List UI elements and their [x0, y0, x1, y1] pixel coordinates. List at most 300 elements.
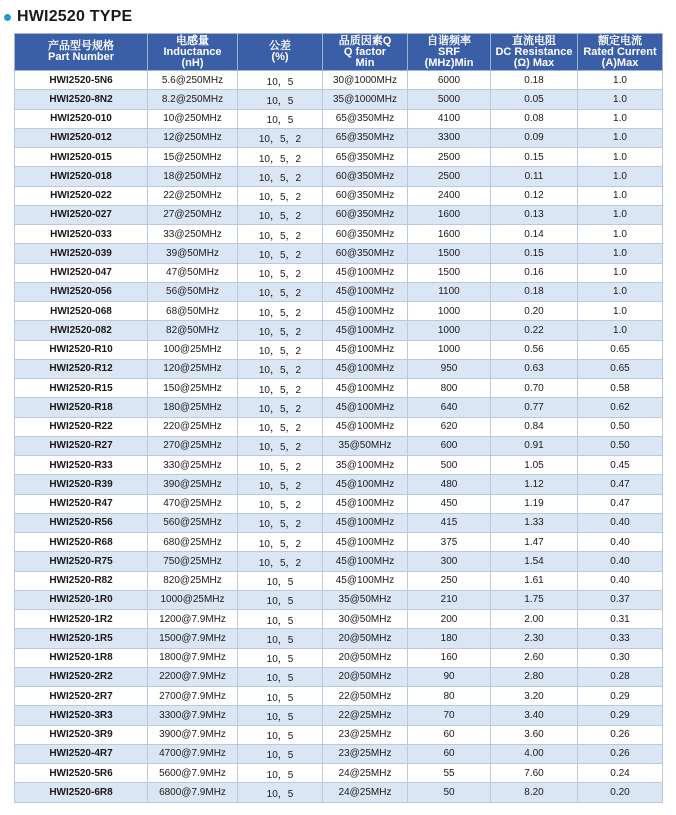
rated-current-cell: 0.30: [578, 648, 663, 667]
part-number-cell: HWI2520-3R3: [15, 706, 148, 725]
srf-cell: 250: [408, 571, 491, 590]
part-number-cell: HWI2520-2R7: [15, 687, 148, 706]
rated-current-cell: 1.0: [578, 186, 663, 205]
table-row: [15, 225, 663, 244]
part-number-cell: HWI2520-5N6: [15, 71, 148, 90]
part-number-cell: HWI2520-015: [15, 148, 148, 167]
tolerance-cell: 10，5，2: [238, 167, 323, 186]
table-row: [15, 302, 663, 321]
table-row: [15, 783, 663, 802]
dc-resistance-cell: 1.54: [491, 552, 578, 571]
tolerance-cell: 10，5，2: [238, 321, 323, 340]
tolerance-cell: 10，5，2: [238, 552, 323, 571]
inductance-cell: 5.6@250MHz: [148, 71, 238, 90]
rated-current-cell: 1.0: [578, 263, 663, 282]
srf-cell: 6000: [408, 71, 491, 90]
q-factor-cell: 60@350MHz: [323, 244, 408, 263]
tolerance-cell: 10，5，2: [238, 225, 323, 244]
q-factor-cell: 45@100MHz: [323, 571, 408, 590]
tolerance-cell: 10，5: [238, 706, 323, 725]
table-row: [15, 571, 663, 590]
table-row: [15, 205, 663, 224]
dc-resistance-cell: 0.91: [491, 436, 578, 455]
dc-resistance-cell: 0.13: [491, 205, 578, 224]
inductance-cell: 1000@25MHz: [148, 590, 238, 609]
part-number-cell: HWI2520-8N2: [15, 90, 148, 109]
header-zh: 直流电阻: [512, 34, 556, 47]
rated-current-cell: 1.0: [578, 71, 663, 90]
rated-current-cell: 1.0: [578, 244, 663, 263]
q-factor-cell: 22@25MHz: [323, 706, 408, 725]
part-number-cell: HWI2520-3R9: [15, 725, 148, 744]
srf-cell: 55: [408, 764, 491, 783]
q-factor-cell: 35@1000MHz: [323, 90, 408, 109]
srf-cell: 600: [408, 436, 491, 455]
srf-cell: 4100: [408, 109, 491, 128]
table-row: [15, 244, 663, 263]
table-row: [15, 282, 663, 301]
q-factor-cell: 20@50MHz: [323, 629, 408, 648]
part-number-cell: HWI2520-022: [15, 186, 148, 205]
dc-resistance-cell: 8.20: [491, 783, 578, 802]
srf-cell: 90: [408, 667, 491, 686]
table-row: [15, 456, 663, 475]
header-zh: 额定电流: [598, 34, 642, 47]
q-factor-cell: 60@350MHz: [323, 186, 408, 205]
part-number-cell: HWI2520-R68: [15, 533, 148, 552]
inductance-cell: 15@250MHz: [148, 148, 238, 167]
part-number-cell: HWI2520-012: [15, 128, 148, 147]
srf-cell: 500: [408, 456, 491, 475]
table-row: [15, 744, 663, 763]
rated-current-cell: 0.26: [578, 725, 663, 744]
part-number-cell: HWI2520-R22: [15, 417, 148, 436]
dc-resistance-cell: 0.16: [491, 263, 578, 282]
table-row: [15, 552, 663, 571]
inductance-cell: 5600@7.9MHz: [148, 764, 238, 783]
dc-resistance-cell: 2.30: [491, 629, 578, 648]
inductance-cell: 120@25MHz: [148, 359, 238, 378]
header-zh: 电感量: [176, 34, 209, 47]
rated-current-cell: 1.0: [578, 167, 663, 186]
part-number-cell: HWI2520-1R2: [15, 610, 148, 629]
tolerance-cell: 10，5，2: [238, 533, 323, 552]
rated-current-cell: 0.24: [578, 764, 663, 783]
part-number-cell: HWI2520-R82: [15, 571, 148, 590]
dc-resistance-cell: 1.12: [491, 475, 578, 494]
header-zh: 品质因素Q: [338, 34, 392, 47]
rated-current-cell: 1.0: [578, 302, 663, 321]
dc-resistance-cell: 0.08: [491, 109, 578, 128]
srf-cell: 1100: [408, 282, 491, 301]
q-factor-cell: 22@50MHz: [323, 687, 408, 706]
part-number-cell: HWI2520-1R8: [15, 648, 148, 667]
tolerance-cell: 10，5: [238, 783, 323, 802]
inductance-cell: 330@25MHz: [148, 456, 238, 475]
dc-resistance-cell: 0.18: [491, 282, 578, 301]
table-row: [15, 90, 663, 109]
q-factor-cell: 45@100MHz: [323, 282, 408, 301]
part-number-cell: HWI2520-R27: [15, 436, 148, 455]
header-unit: Min: [355, 56, 375, 69]
inductance-cell: 560@25MHz: [148, 513, 238, 532]
dc-resistance-cell: 0.56: [491, 340, 578, 359]
tolerance-cell: 10，5: [238, 648, 323, 667]
table-row: [15, 533, 663, 552]
dc-resistance-cell: 2.80: [491, 667, 578, 686]
table-row: [15, 263, 663, 282]
tolerance-cell: 10，5: [238, 90, 323, 109]
part-number-cell: HWI2520-R12: [15, 359, 148, 378]
dc-resistance-cell: 0.05: [491, 90, 578, 109]
col-header-dc-resistance: [491, 34, 578, 71]
dc-resistance-cell: 1.75: [491, 590, 578, 609]
srf-cell: 70: [408, 706, 491, 725]
srf-cell: 1600: [408, 205, 491, 224]
table-row: [15, 475, 663, 494]
q-factor-cell: 23@25MHz: [323, 725, 408, 744]
table-row: [15, 629, 663, 648]
inductance-cell: 22@250MHz: [148, 186, 238, 205]
q-factor-cell: 45@100MHz: [323, 475, 408, 494]
dc-resistance-cell: 3.20: [491, 687, 578, 706]
part-number-cell: HWI2520-6R8: [15, 783, 148, 802]
inductance-cell: 3900@7.9MHz: [148, 725, 238, 744]
tolerance-cell: 10，5: [238, 571, 323, 590]
dc-resistance-cell: 1.47: [491, 533, 578, 552]
rated-current-cell: 0.40: [578, 513, 663, 532]
tolerance-cell: 10，5，2: [238, 263, 323, 282]
table-row: [15, 167, 663, 186]
dc-resistance-cell: 7.60: [491, 764, 578, 783]
header-row: [15, 34, 663, 71]
srf-cell: 1500: [408, 244, 491, 263]
srf-cell: 1500: [408, 263, 491, 282]
dc-resistance-cell: 2.60: [491, 648, 578, 667]
q-factor-cell: 20@50MHz: [323, 648, 408, 667]
inductance-cell: 1800@7.9MHz: [148, 648, 238, 667]
inductance-cell: 820@25MHz: [148, 571, 238, 590]
inductance-cell: 10@250MHz: [148, 109, 238, 128]
dc-resistance-cell: 0.70: [491, 379, 578, 398]
part-number-cell: HWI2520-047: [15, 263, 148, 282]
inductance-cell: 1500@7.9MHz: [148, 629, 238, 648]
tolerance-cell: 10，5，2: [238, 282, 323, 301]
header-zh: 自谐频率: [427, 34, 471, 47]
part-number-cell: HWI2520-4R7: [15, 744, 148, 763]
q-factor-cell: 24@25MHz: [323, 764, 408, 783]
rated-current-cell: 0.28: [578, 667, 663, 686]
bullet-icon: [4, 14, 11, 21]
inductance-cell: 68@50MHz: [148, 302, 238, 321]
srf-cell: 950: [408, 359, 491, 378]
rated-current-cell: 0.45: [578, 456, 663, 475]
tolerance-cell: 10，5: [238, 109, 323, 128]
table-row: [15, 764, 663, 783]
inductance-cell: 56@50MHz: [148, 282, 238, 301]
tolerance-cell: 10，5，2: [238, 494, 323, 513]
header-unit: (Ω) Max: [513, 56, 555, 69]
tolerance-cell: 10，5，2: [238, 475, 323, 494]
srf-cell: 60: [408, 744, 491, 763]
q-factor-cell: 30@1000MHz: [323, 71, 408, 90]
tolerance-cell: 10，5: [238, 725, 323, 744]
q-factor-cell: 45@100MHz: [323, 340, 408, 359]
q-factor-cell: 45@100MHz: [323, 302, 408, 321]
srf-cell: 2500: [408, 148, 491, 167]
col-header-inductance: [148, 34, 238, 71]
col-header-rated-current: [578, 34, 663, 71]
q-factor-cell: 35@50MHz: [323, 436, 408, 455]
title-text: HWI2520 TYPE: [17, 8, 133, 25]
table-row: [15, 379, 663, 398]
q-factor-cell: 30@50MHz: [323, 610, 408, 629]
q-factor-cell: 45@100MHz: [323, 398, 408, 417]
section-title: [4, 6, 132, 28]
rated-current-cell: 0.40: [578, 571, 663, 590]
inductance-cell: 150@25MHz: [148, 379, 238, 398]
srf-cell: 300: [408, 552, 491, 571]
table-row: [15, 590, 663, 609]
inductance-cell: 33@250MHz: [148, 225, 238, 244]
table-row: [15, 436, 663, 455]
header-unit: (A)Max: [601, 56, 639, 69]
q-factor-cell: 45@100MHz: [323, 552, 408, 571]
tolerance-cell: 10，5，2: [238, 148, 323, 167]
rated-current-cell: 0.29: [578, 687, 663, 706]
part-number-cell: HWI2520-R47: [15, 494, 148, 513]
rated-current-cell: 1.0: [578, 205, 663, 224]
inductance-cell: 220@25MHz: [148, 417, 238, 436]
rated-current-cell: 0.26: [578, 744, 663, 763]
dc-resistance-cell: 0.15: [491, 244, 578, 263]
header-unit: (nH): [181, 56, 204, 69]
inductance-cell: 1200@7.9MHz: [148, 610, 238, 629]
dc-resistance-cell: 0.18: [491, 71, 578, 90]
rated-current-cell: 0.58: [578, 379, 663, 398]
inductance-cell: 18@250MHz: [148, 167, 238, 186]
dc-resistance-cell: 0.12: [491, 186, 578, 205]
table-row: [15, 417, 663, 436]
srf-cell: 800: [408, 379, 491, 398]
table-row: [15, 687, 663, 706]
part-number-cell: HWI2520-018: [15, 167, 148, 186]
inductance-cell: 100@25MHz: [148, 340, 238, 359]
rated-current-cell: 0.37: [578, 590, 663, 609]
rated-current-cell: 0.65: [578, 359, 663, 378]
tolerance-cell: 10，5，2: [238, 379, 323, 398]
srf-cell: 640: [408, 398, 491, 417]
inductance-cell: 6800@7.9MHz: [148, 783, 238, 802]
part-number-cell: HWI2520-010: [15, 109, 148, 128]
tolerance-cell: 10，5，2: [238, 244, 323, 263]
tolerance-cell: 10，5: [238, 764, 323, 783]
part-number-cell: HWI2520-033: [15, 225, 148, 244]
dc-resistance-cell: 0.09: [491, 128, 578, 147]
table-body: [15, 71, 663, 803]
dc-resistance-cell: 0.20: [491, 302, 578, 321]
table-row: [15, 340, 663, 359]
srf-cell: 3300: [408, 128, 491, 147]
srf-cell: 1000: [408, 340, 491, 359]
header-unit: (%): [271, 51, 289, 63]
srf-cell: 50: [408, 783, 491, 802]
tolerance-cell: 10，5: [238, 744, 323, 763]
tolerance-cell: 10，5，2: [238, 302, 323, 321]
table-row: [15, 513, 663, 532]
q-factor-cell: 24@25MHz: [323, 783, 408, 802]
q-factor-cell: 45@100MHz: [323, 513, 408, 532]
srf-cell: 375: [408, 533, 491, 552]
rated-current-cell: 0.33: [578, 629, 663, 648]
q-factor-cell: 20@50MHz: [323, 667, 408, 686]
rated-current-cell: 0.40: [578, 533, 663, 552]
q-factor-cell: 60@350MHz: [323, 205, 408, 224]
part-number-cell: HWI2520-1R0: [15, 590, 148, 609]
dc-resistance-cell: 1.19: [491, 494, 578, 513]
dc-resistance-cell: 1.05: [491, 456, 578, 475]
col-header-tolerance: [238, 34, 323, 71]
inductance-cell: 180@25MHz: [148, 398, 238, 417]
spec-table: [14, 33, 663, 803]
header-en: DC Resistance: [495, 45, 573, 58]
table-row: [15, 109, 663, 128]
table-row: [15, 398, 663, 417]
dc-resistance-cell: 0.11: [491, 167, 578, 186]
rated-current-cell: 0.50: [578, 436, 663, 455]
q-factor-cell: 45@100MHz: [323, 321, 408, 340]
part-number-cell: HWI2520-2R2: [15, 667, 148, 686]
tolerance-cell: 10，5，2: [238, 398, 323, 417]
q-factor-cell: 45@100MHz: [323, 379, 408, 398]
srf-cell: 1000: [408, 321, 491, 340]
table-row: [15, 725, 663, 744]
header-unit: (MHz)Min: [424, 56, 474, 69]
srf-cell: 160: [408, 648, 491, 667]
tolerance-cell: 10，5: [238, 610, 323, 629]
srf-cell: 1000: [408, 302, 491, 321]
srf-cell: 200: [408, 610, 491, 629]
inductance-cell: 3300@7.9MHz: [148, 706, 238, 725]
tolerance-cell: 10，5，2: [238, 205, 323, 224]
part-number-cell: HWI2520-027: [15, 205, 148, 224]
q-factor-cell: 45@100MHz: [323, 417, 408, 436]
dc-resistance-cell: 0.15: [491, 148, 578, 167]
part-number-cell: HWI2520-068: [15, 302, 148, 321]
inductance-cell: 2700@7.9MHz: [148, 687, 238, 706]
header-zh: 产品型号规格: [48, 40, 114, 52]
part-number-cell: HWI2520-R75: [15, 552, 148, 571]
col-header-srf: [408, 34, 491, 71]
q-factor-cell: 23@25MHz: [323, 744, 408, 763]
tolerance-cell: 10，5，2: [238, 456, 323, 475]
dc-resistance-cell: 3.40: [491, 706, 578, 725]
part-number-cell: HWI2520-1R5: [15, 629, 148, 648]
part-number-cell: HWI2520-R33: [15, 456, 148, 475]
inductance-cell: 27@250MHz: [148, 205, 238, 224]
dc-resistance-cell: 1.33: [491, 513, 578, 532]
q-factor-cell: 45@100MHz: [323, 533, 408, 552]
q-factor-cell: 65@350MHz: [323, 148, 408, 167]
q-factor-cell: 60@350MHz: [323, 167, 408, 186]
rated-current-cell: 1.0: [578, 225, 663, 244]
q-factor-cell: 45@100MHz: [323, 263, 408, 282]
rated-current-cell: 0.50: [578, 417, 663, 436]
q-factor-cell: 65@350MHz: [323, 109, 408, 128]
part-number-cell: HWI2520-082: [15, 321, 148, 340]
part-number-cell: HWI2520-R18: [15, 398, 148, 417]
rated-current-cell: 1.0: [578, 90, 663, 109]
tolerance-cell: 10，5: [238, 687, 323, 706]
tolerance-cell: 10，5: [238, 667, 323, 686]
rated-current-cell: 1.0: [578, 282, 663, 301]
srf-cell: 210: [408, 590, 491, 609]
header-en: Inductance: [163, 45, 222, 58]
srf-cell: 1600: [408, 225, 491, 244]
srf-cell: 5000: [408, 90, 491, 109]
part-number-cell: HWI2520-5R6: [15, 764, 148, 783]
rated-current-cell: 1.0: [578, 109, 663, 128]
inductance-cell: 12@250MHz: [148, 128, 238, 147]
part-number-cell: HWI2520-R39: [15, 475, 148, 494]
inductance-cell: 750@25MHz: [148, 552, 238, 571]
tolerance-cell: 10，5，2: [238, 436, 323, 455]
dc-resistance-cell: 0.77: [491, 398, 578, 417]
table-row: [15, 148, 663, 167]
srf-cell: 415: [408, 513, 491, 532]
rated-current-cell: 1.0: [578, 148, 663, 167]
q-factor-cell: 45@100MHz: [323, 494, 408, 513]
header-en: SRF: [438, 45, 460, 58]
header-en: Part Number: [47, 51, 115, 63]
srf-cell: 80: [408, 687, 491, 706]
inductance-cell: 8.2@250MHz: [148, 90, 238, 109]
rated-current-cell: 0.62: [578, 398, 663, 417]
q-factor-cell: 65@350MHz: [323, 128, 408, 147]
dc-resistance-cell: 0.84: [491, 417, 578, 436]
rated-current-cell: 1.0: [578, 128, 663, 147]
table-row: [15, 186, 663, 205]
inductance-cell: 390@25MHz: [148, 475, 238, 494]
dc-resistance-cell: 2.00: [491, 610, 578, 629]
dc-resistance-cell: 4.00: [491, 744, 578, 763]
srf-cell: 450: [408, 494, 491, 513]
tolerance-cell: 10，5，2: [238, 340, 323, 359]
rated-current-cell: 0.40: [578, 552, 663, 571]
srf-cell: 2500: [408, 167, 491, 186]
srf-cell: 620: [408, 417, 491, 436]
dc-resistance-cell: 0.14: [491, 225, 578, 244]
table-row: [15, 71, 663, 90]
part-number-cell: HWI2520-056: [15, 282, 148, 301]
q-factor-cell: 35@100MHz: [323, 456, 408, 475]
tolerance-cell: 10，5: [238, 629, 323, 648]
part-number-cell: HWI2520-039: [15, 244, 148, 263]
rated-current-cell: 0.20: [578, 783, 663, 802]
tolerance-cell: 10，5，2: [238, 417, 323, 436]
inductance-cell: 82@50MHz: [148, 321, 238, 340]
tolerance-cell: 10，5，2: [238, 186, 323, 205]
tolerance-cell: 10，5，2: [238, 359, 323, 378]
inductance-cell: 470@25MHz: [148, 494, 238, 513]
rated-current-cell: 0.65: [578, 340, 663, 359]
col-header-q-factor: [323, 34, 408, 71]
dc-resistance-cell: 1.61: [491, 571, 578, 590]
table-row: [15, 494, 663, 513]
table-row: [15, 648, 663, 667]
srf-cell: 480: [408, 475, 491, 494]
tolerance-cell: 10，5，2: [238, 128, 323, 147]
